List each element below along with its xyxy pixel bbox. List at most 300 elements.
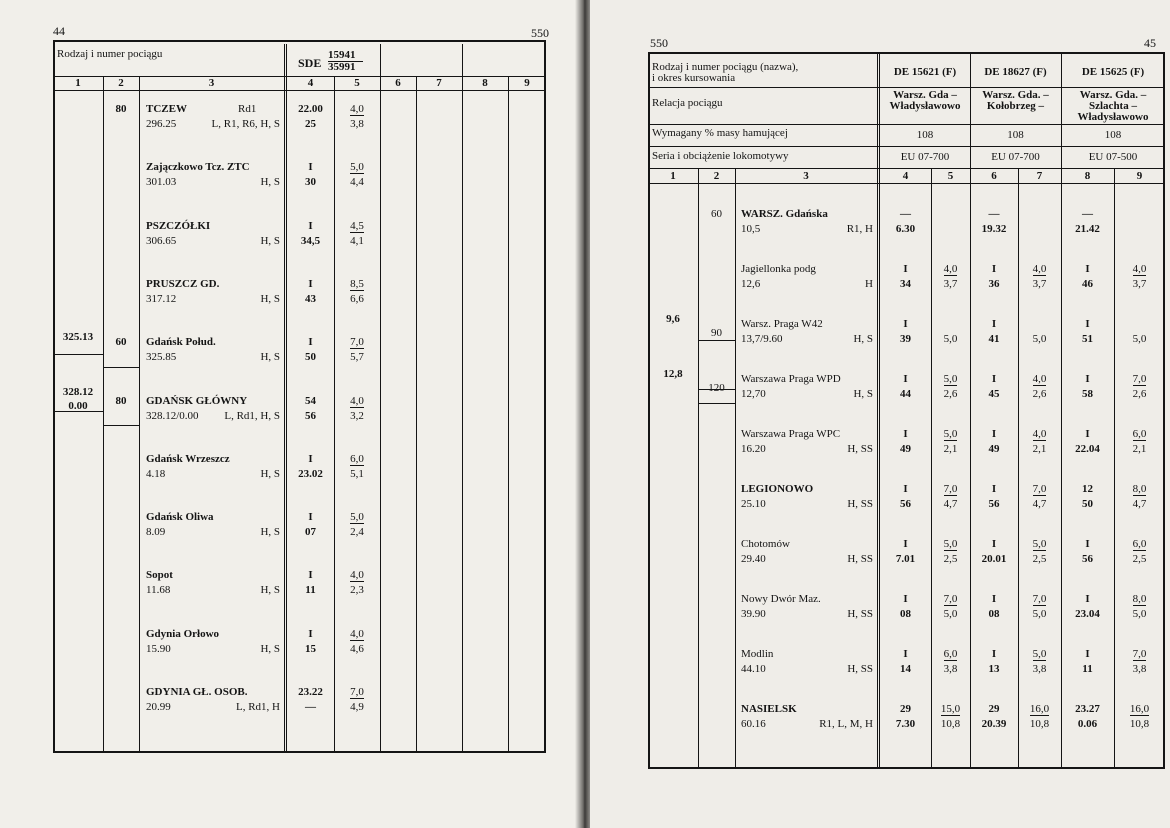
col-divider — [462, 44, 463, 753]
train-name: DE 18627 (F) — [984, 66, 1047, 78]
time-arrival: I — [1085, 648, 1090, 660]
run-time-top-wrap — [1018, 373, 1061, 386]
run-time-bottom: 10,8 — [1029, 718, 1050, 730]
run-time-top: 8,0 — [1132, 483, 1147, 495]
time-departure: 11 — [305, 584, 316, 597]
time-departure: 20.39 — [981, 718, 1007, 730]
station-name: Zajączkowo Tcz. ZTC — [146, 161, 250, 174]
run-time-bottom: 3,8 — [1132, 663, 1147, 675]
station-km: 8.09 — [146, 526, 166, 539]
run-time-top: 4,0 — [350, 627, 364, 640]
run-time-top-wrap — [1018, 483, 1061, 496]
time-departure: 13 — [988, 663, 1000, 675]
col-num: 2 — [713, 170, 720, 182]
station-flags: L, R1, R6, H, S — [211, 118, 280, 130]
col-num: 8 — [482, 77, 488, 89]
km-marker: 9,6 — [666, 313, 680, 325]
station-name: WARSZ. Gdańska — [741, 208, 828, 220]
train-relation: Warsz. Gda. – — [982, 89, 1049, 101]
time-arrival: I — [1085, 538, 1090, 550]
station-km: 39.90 — [741, 608, 766, 620]
station-name: Gdańsk Wrzeszcz — [146, 452, 230, 465]
time-arrival: 29 — [988, 703, 1000, 715]
station-km: 4.18 — [146, 467, 166, 480]
col-divider — [931, 168, 932, 769]
time-arrival: 29 — [900, 703, 911, 715]
train-number-top: 15941 — [328, 49, 356, 61]
station-flags: R1, L, M, H — [819, 718, 873, 730]
time-arrival: I — [903, 538, 908, 550]
station-flags: H, S — [260, 176, 280, 189]
col-num: 5 — [354, 77, 360, 89]
run-time-bottom: 5,0 — [943, 333, 958, 345]
km-marker: 328.12 — [62, 385, 94, 398]
speed-rule — [103, 425, 139, 426]
brake-mass: 108 — [1104, 129, 1122, 141]
train-relation-2: Władysławowo — [889, 100, 961, 112]
run-time-top: 5,0 — [943, 373, 958, 385]
station-flags: H — [865, 278, 873, 290]
time-arrival: I — [903, 593, 908, 605]
station-name: GDYNIA GŁ. OSOB. — [146, 686, 248, 698]
time-arrival: I — [308, 627, 313, 640]
run-time-top-wrap — [931, 373, 970, 386]
run-time-top: 7,0 — [350, 336, 364, 349]
time-arrival: I — [903, 318, 908, 330]
time-arrival: I — [308, 277, 313, 290]
station-flags: H, S — [260, 234, 280, 247]
time-departure: 22.04 — [1075, 443, 1100, 455]
col-num: 5 — [947, 170, 954, 182]
col-divider — [735, 168, 736, 769]
run-time-top-wrap — [1114, 373, 1165, 386]
run-time-top: 16,0 — [1029, 703, 1050, 715]
header-rule — [648, 168, 1165, 169]
time-departure: 30 — [305, 176, 316, 189]
station-km: 317.12 — [146, 292, 177, 305]
col-num: 6 — [991, 170, 997, 182]
station-km: 29.40 — [741, 553, 766, 565]
time-departure: 11 — [1082, 663, 1093, 675]
run-time-bottom: 3,7 — [1032, 278, 1047, 290]
run-time-top-wrap — [1114, 263, 1165, 276]
run-time-bottom: 5,0 — [1132, 333, 1147, 345]
run-time-top-wrap — [931, 263, 970, 276]
time-departure: 49 — [900, 443, 911, 455]
time-departure: — — [305, 701, 316, 713]
time-arrival: I — [1085, 373, 1090, 385]
col-num: 1 — [75, 77, 81, 89]
station-km: 12,70 — [741, 388, 766, 400]
station-flags: H, SS — [847, 663, 873, 675]
station-flags: L, Rd1, H, S — [224, 409, 280, 422]
time-arrival: I — [991, 593, 997, 605]
run-time-top-wrap — [1114, 648, 1165, 661]
speed-limit: 60 — [711, 208, 722, 220]
col-num: 4 — [307, 77, 314, 89]
page-number: 44 — [53, 24, 65, 38]
run-time-bottom: 5,0 — [1032, 608, 1047, 620]
train-number-bottom: 35991 — [328, 61, 356, 73]
run-time-bottom: 6,6 — [350, 292, 364, 305]
run-time-top: 16,0 — [1129, 703, 1150, 715]
time-departure: 20.01 — [981, 553, 1007, 565]
run-time-top: 7,0 — [1132, 373, 1147, 385]
station-km: 328.12/0.00 — [146, 409, 199, 422]
train-relation-2: Kołobrzeg – — [986, 100, 1045, 112]
km-rule — [53, 354, 103, 355]
station-name: Gdańsk Połud. — [146, 336, 216, 349]
train-type-label: Rodzaj i numer pociągu — [57, 48, 163, 60]
time-departure: 49 — [988, 443, 1000, 455]
col-num: 7 — [436, 77, 442, 89]
run-time-top-wrap — [931, 483, 970, 496]
station-name: Sopot — [146, 569, 173, 582]
time-departure: 7.01 — [895, 553, 916, 565]
speed-rule — [698, 340, 735, 341]
time-departure: 7.30 — [895, 718, 916, 730]
run-time-top: 6,0 — [1132, 538, 1147, 550]
time-arrival: I — [308, 452, 313, 465]
time-departure: 39 — [900, 333, 911, 345]
time-departure: 23.02 — [298, 467, 323, 480]
column-number-rule — [53, 90, 546, 91]
run-time-bottom: 4,7 — [1132, 498, 1147, 510]
run-time-top-wrap — [334, 220, 380, 233]
run-time-bottom: 3,7 — [1132, 278, 1147, 290]
station-flags: H, S — [260, 526, 280, 539]
run-time-bottom: 2,5 — [943, 553, 958, 565]
right-page — [590, 0, 1170, 828]
station-name: Warszawa Praga WPC — [741, 428, 841, 440]
run-time-top-wrap — [334, 628, 380, 641]
train-relation: Warsz. Gda. – — [1079, 89, 1147, 101]
run-time-bottom: 2,6 — [943, 388, 958, 400]
run-time-top: 4,0 — [1032, 373, 1047, 385]
speed-limit: 80 — [115, 103, 127, 115]
train-relation-3: Władysławowo — [1077, 111, 1149, 123]
corner-number: 550 — [650, 36, 668, 50]
time-departure: 50 — [305, 351, 316, 364]
run-time-top-wrap — [1114, 428, 1165, 441]
station-name: TCZEW — [146, 103, 187, 115]
run-time-top: 6,0 — [943, 648, 958, 660]
station-km: 15.90 — [146, 642, 171, 655]
run-time-top: 7,0 — [1032, 593, 1047, 605]
time-departure: 56 — [305, 409, 316, 422]
station-flags: L, Rd1, H — [236, 701, 280, 713]
run-time-top-wrap — [334, 511, 380, 524]
run-time-top: 5,0 — [943, 428, 958, 440]
time-arrival: I — [991, 373, 997, 385]
run-time-top-wrap — [334, 103, 380, 116]
time-departure: 07 — [305, 526, 316, 539]
station-km: 11.68 — [146, 584, 171, 597]
time-departure: 50 — [1082, 498, 1093, 510]
station-km: 296.25 — [146, 118, 177, 130]
col-divider — [698, 168, 699, 769]
time-arrival: 23.27 — [1075, 703, 1100, 715]
col-num: 4 — [902, 170, 909, 182]
col-divider — [508, 76, 509, 753]
station-name: Warszawa Praga WPD — [741, 373, 841, 385]
page-number: 45 — [1144, 36, 1156, 50]
time-departure: 0.06 — [1077, 718, 1098, 730]
col-divider — [1018, 168, 1019, 769]
station-flags: H, SS — [847, 498, 873, 510]
station-name: Chotomów — [741, 538, 790, 550]
time-departure: 56 — [900, 498, 911, 510]
time-arrival: I — [991, 428, 997, 440]
time-arrival: I — [903, 648, 908, 660]
run-time-top-wrap — [334, 686, 380, 699]
relation-label: Relacja pociągu — [652, 97, 723, 109]
time-departure: 14 — [900, 663, 911, 675]
run-time-top-wrap — [1114, 703, 1165, 716]
station-km: 20.99 — [146, 701, 171, 713]
time-arrival: 12 — [1082, 483, 1093, 495]
station-name: Jagiellonka podg — [741, 263, 816, 275]
run-time-top: 15,0 — [940, 703, 961, 715]
locomotive: EU 07-700 — [900, 151, 950, 163]
time-arrival: 54 — [305, 394, 316, 407]
run-time-bottom: 4,7 — [1032, 498, 1047, 510]
train-name: DE 15621 (F) — [893, 66, 957, 78]
station-name: Gdańsk Oliwa — [146, 511, 214, 524]
station-name: NASIELSK — [741, 703, 797, 715]
run-time-top-wrap — [334, 161, 380, 174]
run-time-bottom: 3,8 — [943, 663, 958, 675]
time-arrival: I — [308, 511, 313, 524]
run-time-bottom: 3,2 — [350, 409, 364, 422]
col-num: 1 — [670, 170, 676, 182]
run-time-top-wrap — [1018, 703, 1061, 716]
col-num: 3 — [208, 77, 215, 89]
run-time-bottom: 5,1 — [350, 467, 364, 480]
time-departure: 45 — [988, 388, 1000, 400]
col-divider — [416, 76, 417, 753]
run-time-top-wrap — [931, 538, 970, 551]
train-prefix: SDE — [298, 56, 322, 70]
run-time-top: 4,0 — [350, 103, 364, 115]
col-num: 2 — [118, 77, 124, 89]
station-flags: R1, H — [846, 223, 873, 235]
run-time-top: 7,0 — [943, 593, 958, 605]
time-departure: 56 — [1082, 553, 1093, 565]
speed-rule — [103, 367, 139, 368]
run-time-bottom: 3,7 — [943, 278, 958, 290]
run-time-bottom: 2,5 — [1132, 553, 1147, 565]
brake-mass: 108 — [1007, 129, 1024, 141]
run-time-bottom: 3,8 — [350, 118, 364, 130]
brake-mass: 108 — [916, 129, 934, 141]
run-time-top-wrap — [334, 395, 380, 408]
station-km: 306.65 — [146, 234, 177, 247]
run-time-bottom: 2,4 — [350, 526, 364, 539]
time-arrival: I — [308, 569, 313, 582]
time-departure: 08 — [988, 608, 1000, 620]
run-time-bottom: 4,6 — [350, 642, 364, 655]
run-time-top-wrap — [334, 569, 380, 582]
column-number-rule — [648, 183, 1165, 184]
station-km: 301.03 — [146, 176, 177, 189]
run-time-top-wrap — [334, 336, 380, 349]
run-time-top: 6,0 — [1132, 428, 1147, 440]
run-time-top-wrap — [1018, 648, 1061, 661]
time-arrival: 22.00 — [298, 103, 323, 115]
run-time-bottom: 2,1 — [943, 443, 958, 455]
run-time-bottom: 4,7 — [943, 498, 958, 510]
km-marker-2: 0.00 — [68, 399, 88, 412]
run-time-top: 7,0 — [943, 483, 958, 495]
run-time-top-wrap — [931, 428, 970, 441]
station-km: 60.16 — [741, 718, 766, 730]
time-departure: 46 — [1082, 278, 1093, 290]
station-name: PRUSZCZ GD. — [146, 277, 220, 290]
header-rule — [648, 146, 1165, 147]
train-name: DE 15625 (F) — [1081, 66, 1145, 78]
time-arrival: I — [991, 318, 997, 330]
run-time-bottom: 2,1 — [1032, 443, 1047, 455]
time-departure: 58 — [1082, 388, 1093, 400]
km-marker: 12,8 — [663, 368, 683, 380]
col-num: 6 — [395, 77, 401, 89]
run-time-top: 8,5 — [350, 277, 364, 290]
time-departure: 19.32 — [981, 223, 1007, 235]
col-num: 9 — [524, 77, 530, 89]
run-time-bottom: 10,8 — [1129, 718, 1150, 730]
time-arrival: I — [903, 483, 908, 495]
station-flags: H, SS — [847, 608, 873, 620]
time-departure: 25 — [305, 118, 316, 130]
time-departure: 41 — [988, 333, 1000, 345]
run-time-bottom: 4,1 — [350, 234, 364, 247]
header-rule — [648, 87, 1165, 88]
time-departure: 34,5 — [300, 234, 321, 247]
station-name: Nowy Dwór Maz. — [741, 593, 821, 605]
time-departure: 23.04 — [1075, 608, 1100, 620]
time-departure: 34 — [900, 278, 911, 290]
run-time-top: 4,0 — [943, 263, 958, 275]
time-arrival: I — [308, 161, 313, 174]
col-num: 7 — [1036, 170, 1043, 182]
run-time-top-wrap — [1018, 538, 1061, 551]
run-time-top: 7,0 — [350, 686, 364, 698]
station-km: 16.20 — [741, 443, 766, 455]
locomotive: EU 07-500 — [1088, 151, 1138, 163]
run-time-bottom: 2,5 — [1032, 553, 1047, 565]
station-flags: H, SS — [847, 443, 873, 455]
run-time-top-wrap — [931, 703, 970, 716]
time-departure: 15 — [305, 642, 316, 655]
run-time-top-wrap — [1114, 483, 1165, 496]
run-time-top: 4,0 — [1132, 263, 1147, 275]
brake-mass-label: Wymagany % masy hamującej — [652, 127, 788, 139]
run-time-bottom: 2,3 — [350, 584, 364, 597]
time-arrival: I — [1085, 428, 1090, 440]
run-time-top: 8,0 — [1132, 593, 1147, 605]
run-time-bottom: 2,6 — [1032, 388, 1047, 400]
run-time-bottom: 2,1 — [1132, 443, 1147, 455]
station-name: LEGIONOWO — [741, 483, 814, 495]
run-time-top: 4,0 — [1032, 428, 1047, 440]
locomotive-label: Seria i obciążenie lokomotywy — [652, 150, 789, 162]
train-type-label: Rodzaj i numer pociągu (nazwa), — [652, 61, 799, 73]
time-departure: 08 — [900, 608, 911, 620]
run-time-top: 5,0 — [1032, 648, 1047, 660]
run-time-bottom: 5,0 — [1032, 333, 1047, 345]
time-arrival: I — [1085, 263, 1090, 275]
col-divider — [1114, 168, 1115, 769]
run-time-top: 5,0 — [350, 161, 364, 174]
speed-rule — [698, 403, 735, 404]
run-time-top-wrap — [1018, 263, 1061, 276]
time-arrival: I — [1085, 593, 1090, 605]
run-time-bottom: 3,8 — [1032, 663, 1047, 675]
station-km: 325.85 — [146, 351, 177, 364]
time-departure: 21.42 — [1075, 223, 1100, 235]
run-time-top: 4,0 — [350, 394, 364, 407]
time-arrival: I — [1085, 318, 1090, 330]
run-time-bottom: 4,4 — [350, 176, 364, 189]
run-time-top: 5,0 — [350, 511, 364, 524]
time-arrival: I — [991, 263, 997, 275]
run-time-bottom: 10,8 — [940, 718, 961, 730]
km-marker: 325.13 — [62, 331, 94, 344]
run-time-top-wrap — [1114, 538, 1165, 551]
col-divider — [380, 44, 381, 753]
station-name: Modlin — [741, 648, 774, 660]
station-flags: H, S — [260, 584, 280, 597]
time-arrival: 23.22 — [298, 686, 323, 698]
time-departure: 51 — [1082, 333, 1093, 345]
run-time-top: 4,0 — [1032, 263, 1047, 275]
run-time-top: 5,0 — [1032, 538, 1047, 550]
station-flags: H, S — [260, 642, 280, 655]
run-time-top-wrap — [931, 648, 970, 661]
run-time-top-wrap — [931, 593, 970, 606]
run-time-top-wrap — [334, 453, 380, 466]
time-arrival: I — [308, 219, 313, 232]
time-departure: 36 — [988, 278, 1000, 290]
station-km: 10,5 — [741, 223, 761, 235]
col-num: 9 — [1136, 170, 1143, 182]
train-relation: Warsz. Gda – — [893, 89, 957, 101]
time-arrival: I — [991, 538, 997, 550]
speed-limit: 120 — [708, 382, 725, 394]
station-flags: H, S — [853, 333, 873, 345]
col-num: 3 — [803, 170, 809, 182]
corner-number: 550 — [531, 26, 549, 40]
station-flags: H, S — [260, 292, 280, 305]
run-time-top-wrap — [1018, 593, 1061, 606]
station-km: 13,7/9.60 — [741, 333, 783, 345]
locomotive: EU 07-700 — [991, 151, 1040, 163]
station-flags: H, SS — [847, 553, 873, 565]
time-arrival: I — [903, 428, 908, 440]
run-time-top: 5,0 — [943, 538, 958, 550]
time-arrival: I — [903, 373, 908, 385]
station-name: PSZCZÓŁKI — [146, 219, 211, 232]
station-km: 44.10 — [741, 663, 766, 675]
run-time-bottom: 4,9 — [350, 701, 364, 713]
time-arrival: I — [308, 336, 313, 349]
station-name: Warsz. Praga W42 — [741, 318, 823, 330]
speed-limit: 60 — [115, 336, 127, 349]
station-name: GDAŃSK GŁÓWNY — [146, 394, 248, 407]
col-num: 8 — [1084, 170, 1091, 182]
run-time-bottom: 2,6 — [1132, 388, 1147, 400]
